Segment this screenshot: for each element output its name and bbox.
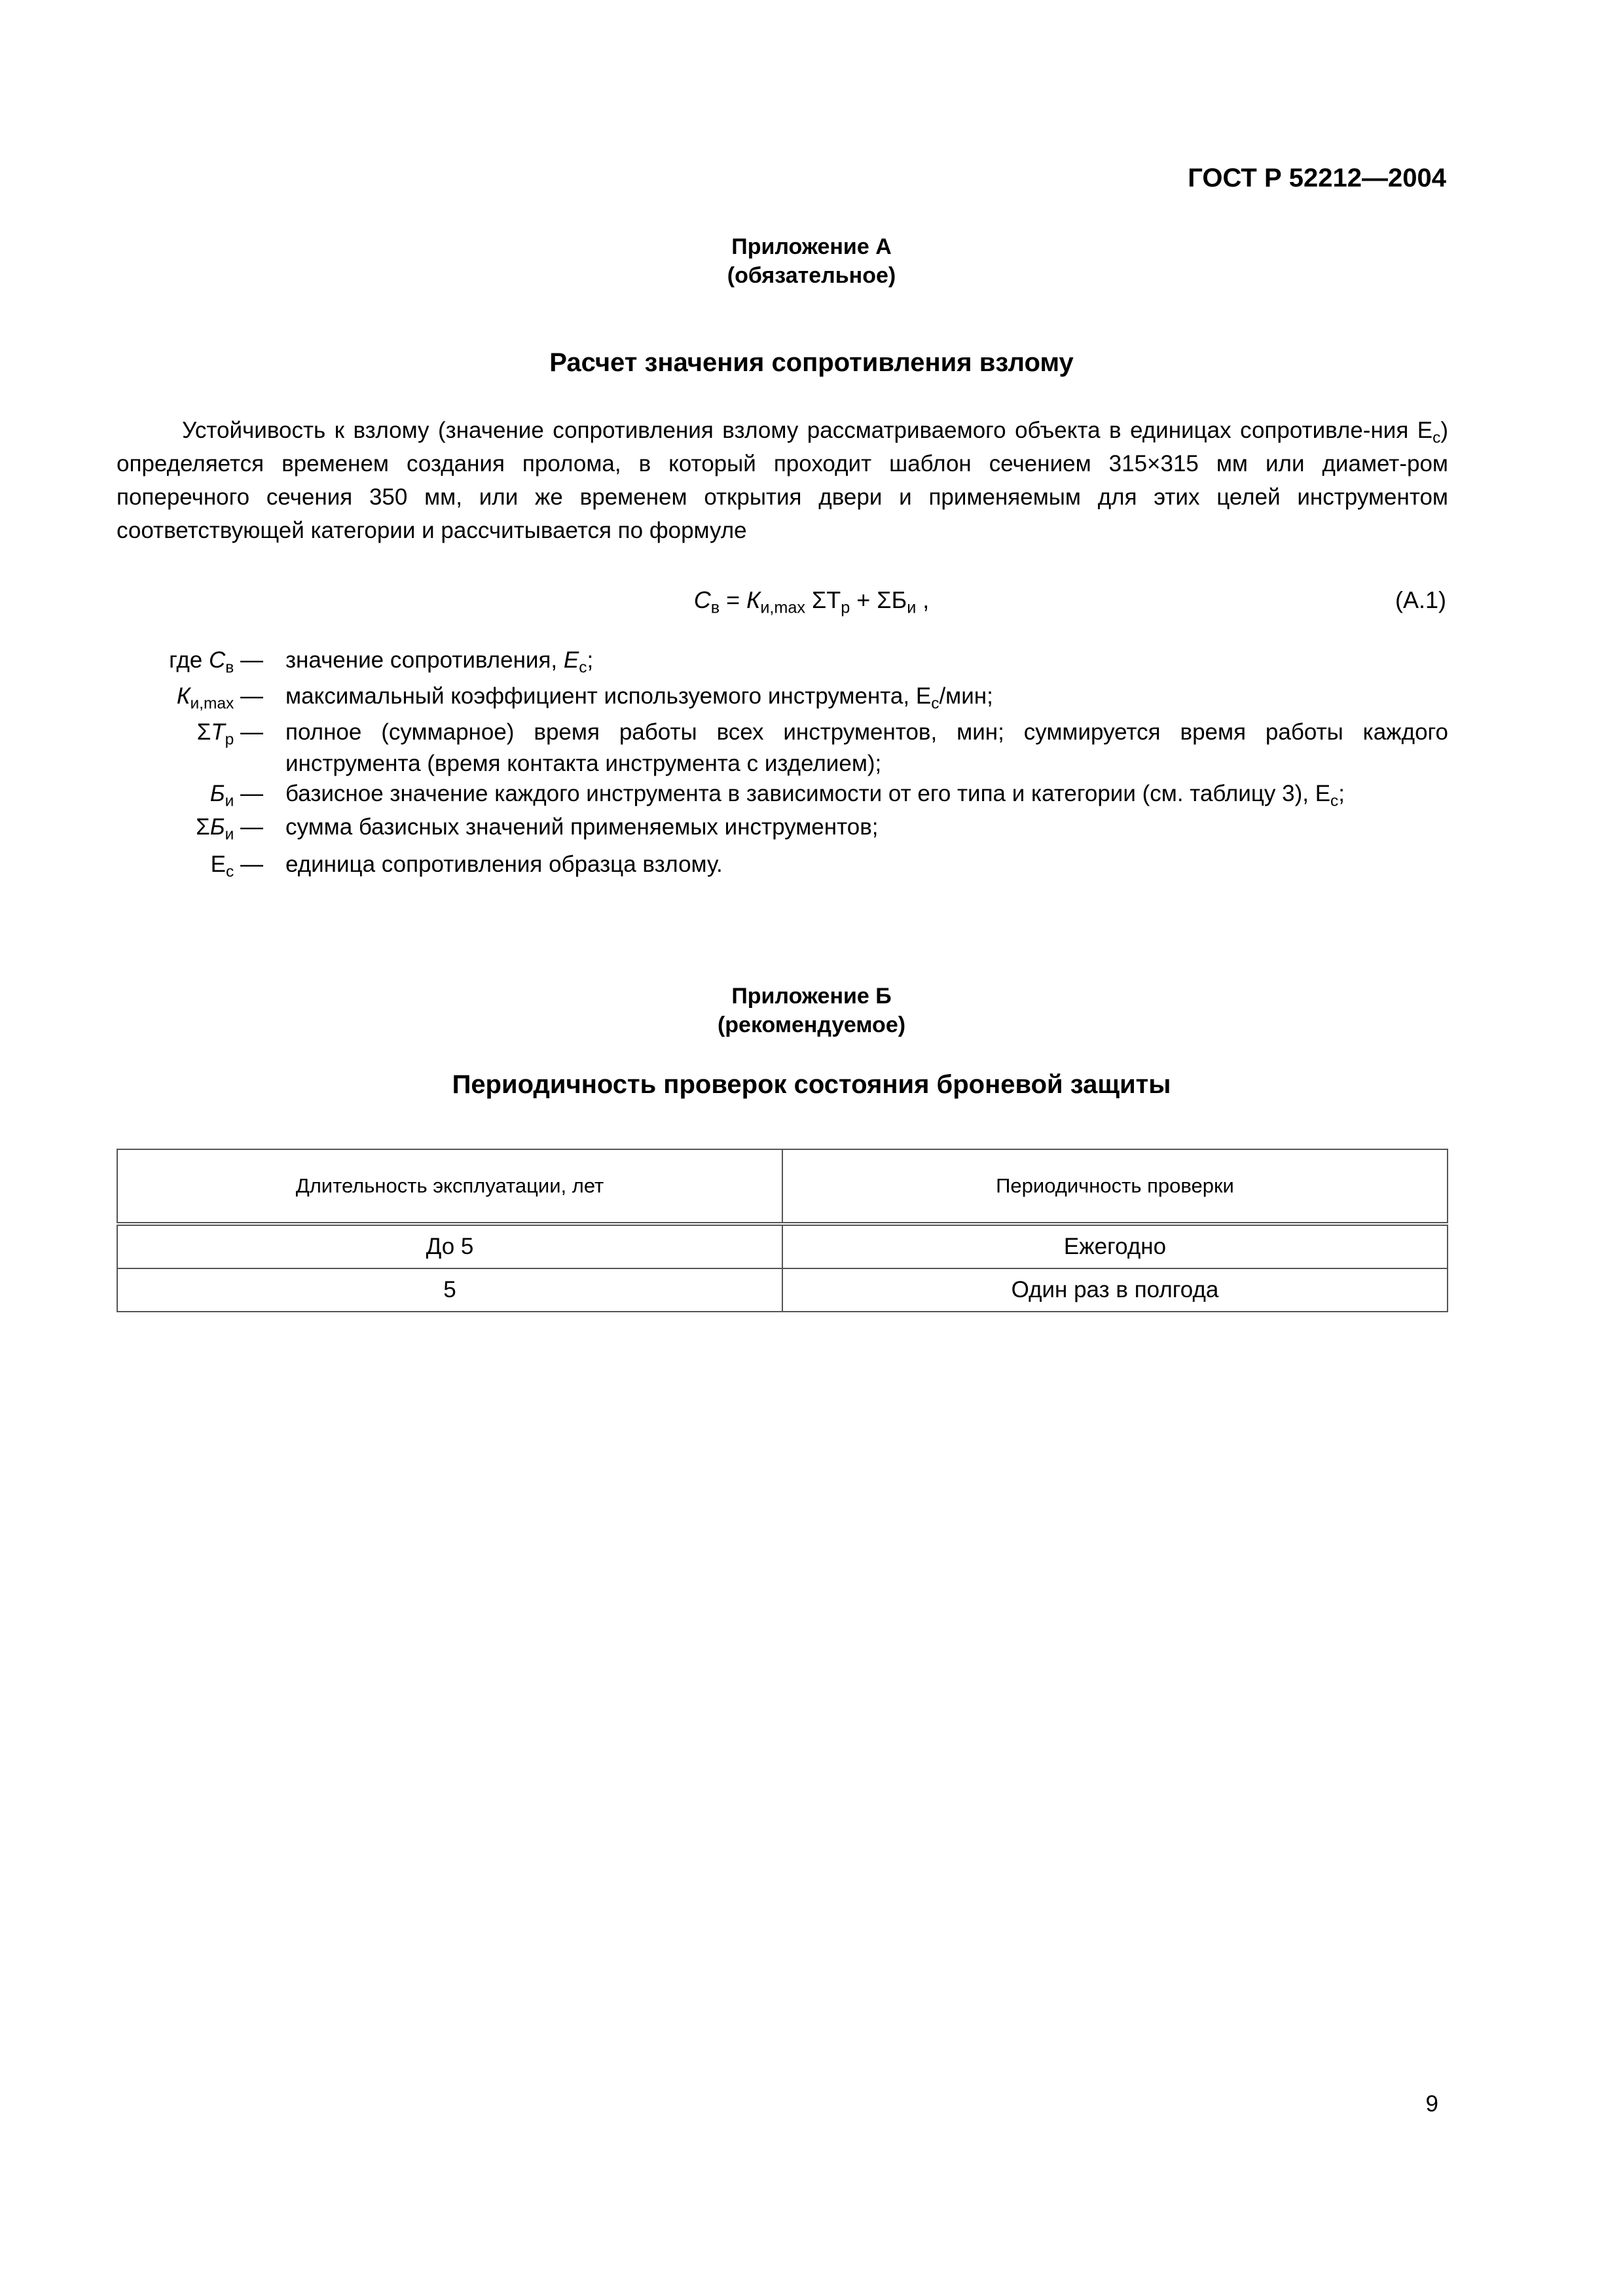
table-cell: Один раз в полгода [782,1268,1448,1312]
legend-item [0,812,1623,851]
page-number: 9 [1425,2091,1438,2117]
inspection-period-table [117,1149,1448,1312]
legend-item [0,717,1623,782]
legend-term: $К_{и,max}$ — [176,683,263,713]
document-code: ГОСТ Р 52212—2004 [1188,164,1446,192]
appendix-a-title: Приложение А [731,234,892,259]
legend-term: $\Sigma Б_и$ — [196,814,263,844]
table-cell: 5 [117,1268,782,1312]
legend-item [0,849,1623,888]
appendix-b-title: Приложение Б [731,984,892,1009]
legend-item [0,681,1623,720]
formula-a1: $С_в = К_{и,max}$ $\Sigma Т_р + \Sigma Б_и$ , [693,586,930,617]
legend-definition: максимальный коэффициент используемого инструмента, $Е_с$/мин; [285,683,993,713]
formula-number: (А.1) [1395,586,1446,613]
legend-definition: значение сопротивления, $Е_с$; [285,647,594,677]
legend-definition: полное (суммарное) время работы всех инструментов, мин; суммируется время работы каждого инструмента (время контакта инструмента с изделием); [285,719,1448,776]
legend-term: $\Sigma Т_р$ — [196,719,263,749]
table-cell: До 5 [117,1224,782,1268]
table-row [117,1224,1448,1268]
column-header: Периодичность проверки [782,1149,1448,1224]
legend-term: $Е_с$ — [210,852,263,881]
legend-definition: единица сопротивления образца взлому. [285,852,723,877]
column-header: Длительность эксплуатации, лет [117,1149,782,1224]
legend-definition: базисное значение каждого инструмента в зависимости от его типа и категории (см. таблицу 3), $Е_с$; [285,781,1345,810]
appendix-b-status: (рекомендуемое) [717,1013,906,1037]
appendix-b-heading: Периодичность проверок состояния броневой защиты [452,1070,1171,1099]
legend-definition: сумма базисных значений применяемых инструментов; [285,814,879,840]
table-header-row [117,1149,1448,1224]
legend-term: где $С_в$ — [169,647,263,677]
appendix-a-heading: Расчет значения сопротивления взлому [549,348,1074,377]
appendix-a-status: (обязательное) [727,263,896,288]
appendix-a-paragraph: Устойчивость к взлому (значение сопротивления взлому рассматриваемого объекта в единицах сопротивле-ния $Е_с$) определяется временем создания пролома, в который проходит шаблон сечением 315×315 мм или диамет-ром поперечного сечения 350 мм, или же временем открытия двери и применяемым для этих целей инструментом соответствующей категории и рассчитывается по формуле [117,418,1448,543]
table-cell: Ежегодно [782,1224,1448,1268]
legend-term: $Б_и$ — [210,781,263,810]
legend-item [0,645,1623,684]
table-row [117,1268,1448,1312]
